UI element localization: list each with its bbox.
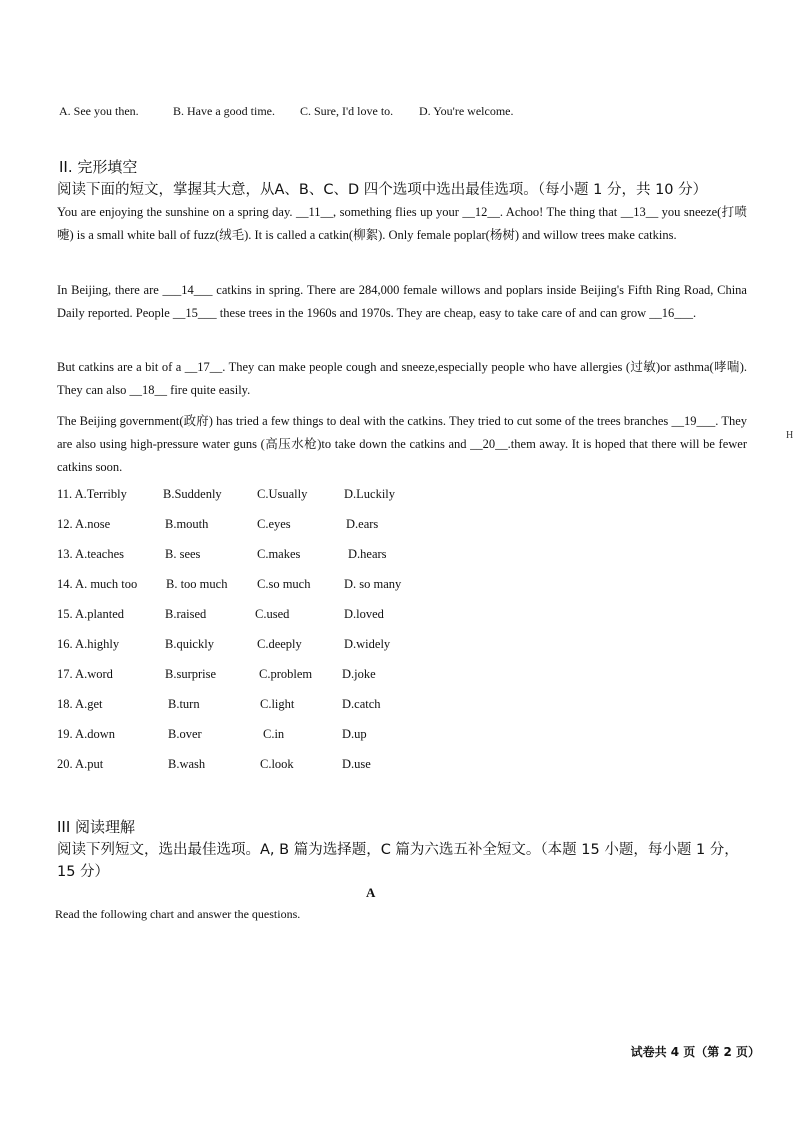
option-16-c: C.deeply [257,637,302,651]
option-11-c: C.Usually [257,487,308,501]
passage-paragraph-4: The Beijing government(政府) has tried a few things to deal with the catkins. They tried to cut some of the trees branches __19___. They are also using high-pressure water guns (高压水枪)to take down the catkins and __20__.them away. It is hoped that there will be fewer catkins soon. [57,414,747,474]
option-19-b: B.over [168,727,202,741]
option-12-a: 12. A.nose [57,517,111,531]
option-18-b: B.turn [168,697,200,711]
part-letter: A [366,885,376,900]
prev-option-a: A. See you then. [59,104,139,118]
option-20-d: D.use [342,757,371,771]
option-11-d: D.Luckily [344,487,396,501]
option-20-a: 20. A.put [57,757,104,771]
option-14-b: B. too much [166,577,228,591]
section3-instruction-line2: 15 分） [57,864,110,880]
option-14-d: D. so many [344,577,402,591]
option-18-c: C.light [260,697,295,711]
option-14-c: C.so much [257,577,311,591]
passage-paragraph-3: But catkins are a bit of a __17__. They can make people cough and sneeze,especially people who have allergies (过敏)or asthma(哮喘). They can also __18__ fire quite easily. [57,360,747,397]
passage-paragraph-1: You are enjoying the sunshine on a spring day. __11__, something flies up your __12__. Achoo! The thing that __13__ you sneeze(打喷嚏) is a small white ball of fuzz(绒毛). It is called a catkin(柳絮). Only female poplar(杨树) and willow trees make catkins. [57,205,747,242]
option-17-a: 17. A.word [57,667,113,681]
option-17-d: D.joke [342,667,376,681]
option-16-b: B.quickly [165,637,214,651]
option-13-a: 13. A.teaches [57,547,124,561]
option-20-b: B.wash [168,757,206,771]
option-16-d: D.widely [344,637,391,651]
option-19-c: C.in [263,727,285,741]
edge-mark: H [786,430,794,441]
option-14-a: 14. A. much too [57,577,138,591]
option-16-a: 16. A.highly [57,637,120,651]
option-11-b: B.Suddenly [163,487,222,501]
option-12-b: B.mouth [165,517,209,531]
section3-lead: Read the following chart and answer the questions. [55,907,301,921]
option-12-d: D.ears [346,517,379,531]
option-13-d: D.hears [348,547,387,561]
option-11-a: 11. A.Terribly [57,487,127,501]
section2-title: II. 完形填空 [59,158,138,176]
option-18-a: 18. A.get [57,697,103,711]
option-17-b: B.surprise [165,667,217,681]
option-17-c: C.problem [259,667,313,681]
option-13-b: B. sees [165,547,201,561]
prev-option-d: D. You're welcome. [419,104,514,118]
option-15-d: D.loved [344,607,384,621]
option-19-d: D.up [342,727,367,741]
option-12-c: C.eyes [257,517,291,531]
prev-option-c: C. Sure, I'd love to. [300,104,394,118]
prev-option-b: B. Have a good time. [173,104,275,118]
option-15-b: B.raised [165,607,207,621]
section2-instruction: 阅读下面的短文，掌握其大意，从A、B、C、D 四个选项中选出最佳选项。（每小题 1 分，共 10 分） [57,182,708,198]
section3-title: III 阅读理解 [57,818,136,836]
page-footer: 试卷共 4 页（第 2 页） [630,1045,760,1059]
option-13-c: C.makes [257,547,301,561]
option-18-d: D.catch [342,697,381,711]
section3-instruction-line1: 阅读下列短文，选出最佳选项。A, B 篇为选择题，C 篇为六选五补全短文。（本题 15 小题，每小题 1 分， [57,842,739,858]
option-15-c: C.used [255,607,290,621]
option-19-a: 19. A.down [57,727,115,741]
option-20-c: C.look [260,757,294,771]
passage-paragraph-2: In Beijing, there are ___14___ catkins in spring. There are 284,000 female willows and poplars inside Beijing's Fifth Ring Road, China Daily reported. People __15___ these trees in the 1960s and 1970s. They are cheap, easy to take care of and can grow __16___. [57,283,747,320]
option-15-a: 15. A.planted [57,607,125,621]
